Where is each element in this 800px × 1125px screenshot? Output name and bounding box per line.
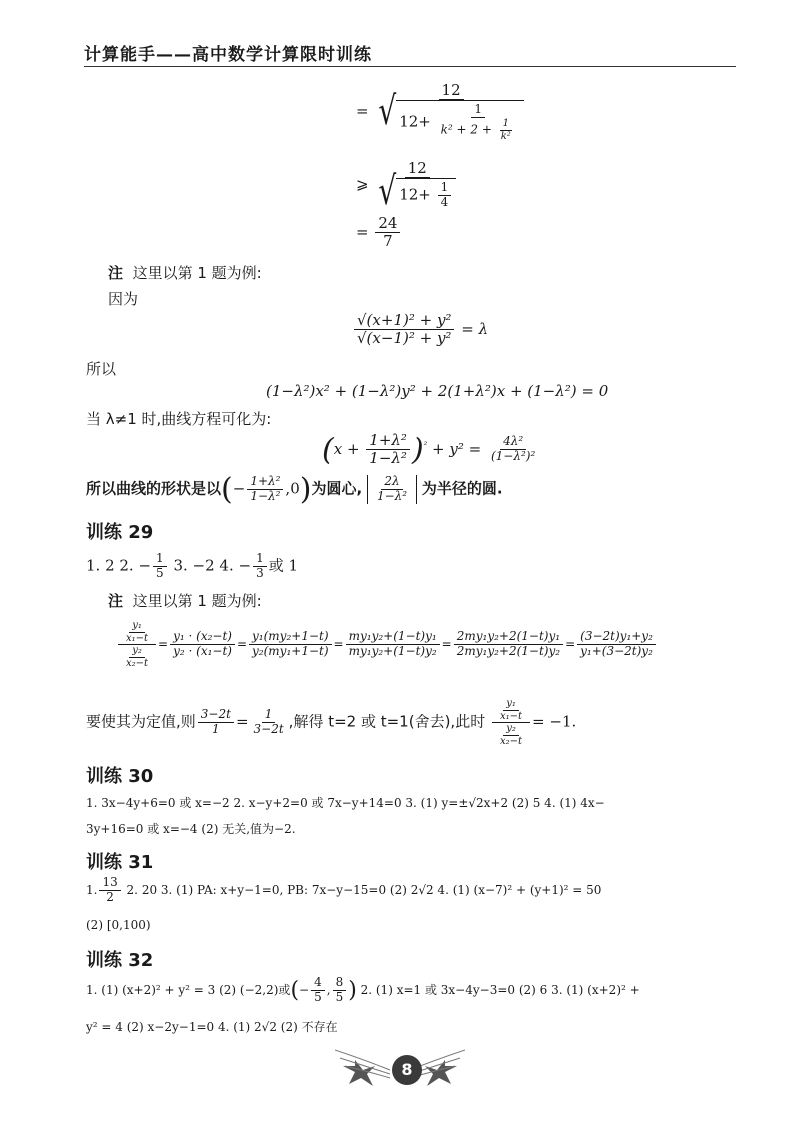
derivation-step-1: = 12 √ 12+ 1 k² + 2 + $\frac{1}{\text{k²}}$ bbox=[356, 82, 529, 142]
answers-31-line-2: (2) [0,100) bbox=[86, 918, 151, 932]
section-title-30: 训练 30 bbox=[86, 766, 154, 787]
derivation-step-2: ⩾ 12 √ 12+ $\frac{1}{4}$ bbox=[356, 160, 461, 210]
page-header: 计算能手——高中数学计算限时训练 bbox=[84, 45, 372, 65]
fixed-value-line-29: 要使其为定值,则 $\frac{3-2t}{1}$ = $\frac{1}{3-2t}$ ,解得 t=2 或 t=1(舍去),此时 $\frac{\frac{\text{y₁}}{\text{x₁−t}}}{\frac{\text{y₂}}{\text{x₂−t}}}$ = −1. bbox=[86, 698, 577, 747]
conclusion-line: 所以曲线的形状是以(− $\frac{\text{1+λ²}}{\text{1−λ²}}$ ,0)为圆心, $\frac{2\lambda}{\text{1−λ²}}$ 为半径的圆. bbox=[86, 472, 503, 507]
note-29: 注 这里以第 1 题为例: bbox=[108, 592, 262, 610]
answers-31-line-1: 1. $\frac{13}{2}$ 2. 20 3. (1) PA: x+y−1=0, PB: 7x−y−15=0 (2) 2√2 4. (1) (x−7)² + (y+1)² = 50 bbox=[86, 875, 602, 904]
answers-32-line-2: y² = 4 (2) x−2y−1=0 4. (1) 2√2 (2) 不存在 bbox=[86, 1020, 338, 1034]
section-title-31: 训练 31 bbox=[86, 852, 154, 873]
answers-30-line-1: 1. 3x−4y+6=0 或 x=−2 2. x−y+2=0 或 7x−y+14=0 3. (1) y=±√2x+2 (2) 5 4. (1) 4x− bbox=[86, 796, 605, 810]
section-title-29: 训练 29 bbox=[86, 522, 154, 543]
page-number: 8 bbox=[392, 1055, 422, 1085]
because-text: 因为 bbox=[108, 290, 139, 308]
so-text: 所以 bbox=[86, 360, 117, 378]
answers-29: 1. 2 2. − $\frac{1}{5}$ 3. −2 4. − $\frac{1}{3}$ 或 1 bbox=[86, 551, 299, 580]
expanded-equation: (1−λ²)x² + (1−λ²)y² + 2(1+λ²)x + (1−λ²) = 0 bbox=[266, 382, 609, 400]
ratio-equation: $\frac{\text{√(x+1)² + y²}}{\text{√(x−1)² + y²}}$ = λ bbox=[352, 312, 488, 348]
condition-text: 当 λ≠1 时,曲线方程可化为: bbox=[86, 410, 272, 428]
note-line: 注 这里以第 1 题为例: bbox=[108, 264, 262, 282]
answers-30-line-2: 3y+16=0 或 x=−4 (2) 无关,值为−2. bbox=[86, 822, 296, 836]
answers-32-line-1: 1. (1) (x+2)² + y² = 3 (2) (−2,2)或(− $\frac{4}{5}$ , $\frac{8}{5}$ ) 2. (1) x=1 或 3x−4y−3=0 (2) 6 3. (1) (x+2)² + bbox=[86, 975, 640, 1004]
section-title-32: 训练 32 bbox=[86, 950, 154, 971]
derivation-result: = $\frac{24}{7}$ bbox=[356, 215, 402, 251]
header-rule bbox=[84, 66, 736, 67]
circle-equation: (x + $\frac{\text{1+λ²}}{\text{1−λ²}}$ )$^{^2}$ + y² = $\frac{\text{4λ²}}{\text{(1−λ²)²}}$ bbox=[322, 431, 536, 468]
ratio-chain-29: $\frac{\frac{\text{y₁}}{\text{x₁−t}}}{\frac{\text{y₂}}{\text{x₂−t}}}$ = $\frac{\text{y₁ · (x₂−t)}}{\text{y₂ · (x₁−t)}}$ = $\frac{\text{y₁(my₂+1−t)}}{\text{y₂(my₁+1−t)}}$ = $\frac{\text{my₁y₂+(1−t)y₁}}{\text{my₁y₂+(1−t)y₂}}$ = $\frac{\text{2my₁y₂+2(1−t)y₁}}{\text{2my₁y₂+2(1−t)y₂}}$ = $\frac{\text{(3−2t)y₁+y₂}}{\text{y₁+(3−2t)y₂}}$ bbox=[116, 620, 658, 669]
